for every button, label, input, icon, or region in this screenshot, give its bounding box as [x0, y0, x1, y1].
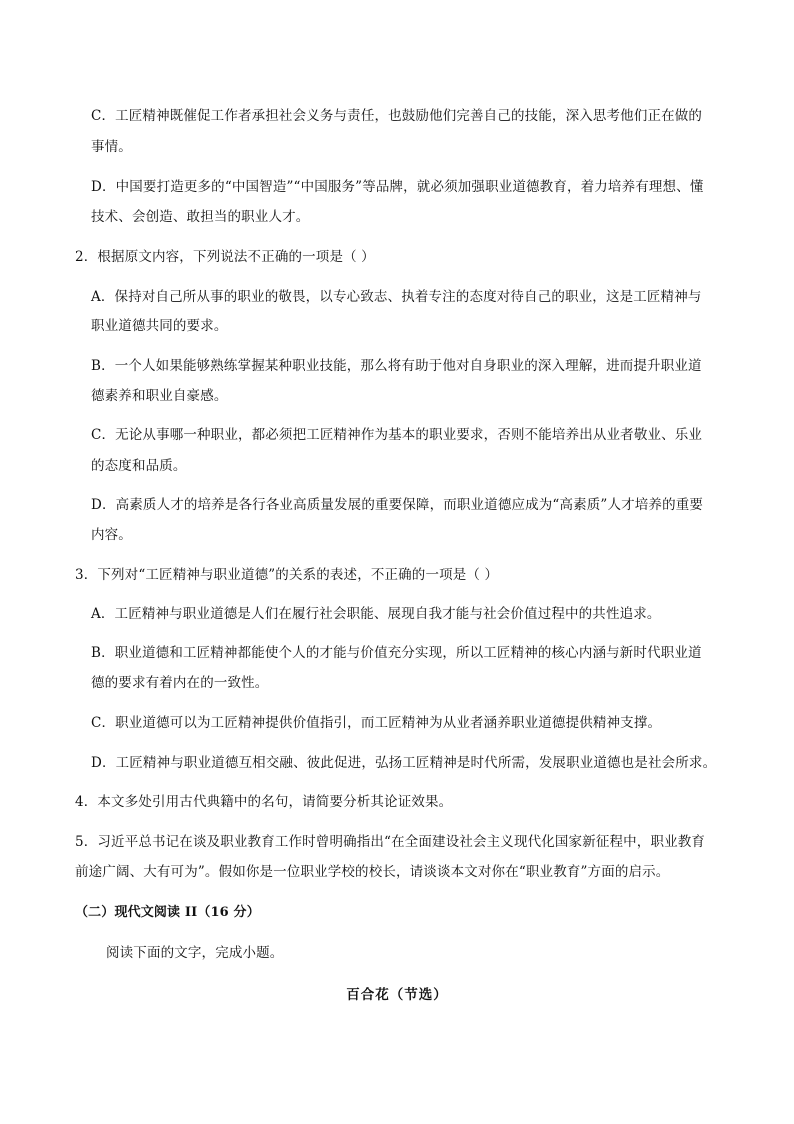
question-5-line1: 5．习近平总书记在谈及职业教育工作时曾明确指出“在全面建设社会主义现代化国家新征程中，职业教育: [75, 834, 706, 850]
question-4-stem: 4．本文多处引用古代典籍中的名句，请简要分析其论证效果。: [75, 794, 453, 810]
q2-option-d-line2: 内容。: [91, 527, 132, 543]
q2-option-d-line1: D．高素质人才的培养是各行各业高质量发展的重要保障，而职业道德应成为“高素质”人才培养的重要: [91, 497, 704, 513]
q1-option-d-line2: 技术、会创造、敢担当的职业人才。: [91, 209, 310, 225]
q2-option-c-line2: 的态度和品质。: [91, 458, 187, 474]
q1-option-c-line2: 事情。: [91, 139, 132, 155]
q3-option-a: A．工匠精神与职业道德是人们在履行社会职能、展现自我才能与社会价值过程中的共性追求。: [91, 606, 661, 622]
q3-option-b-line1: B．职业道德和工匠精神都能使个人的才能与价值充分实现，所以工匠精神的核心内涵与新时代职业道: [91, 645, 702, 661]
q3-option-c: C．职业道德可以为工匠精神提供价值指引，而工匠精神为从业者涵养职业道德提供精神支撑。: [91, 715, 662, 731]
q1-option-c-line1: C．工匠精神既催促工作者承担社会义务与责任，也鼓励他们完善自己的技能，深入思考他们正在做的: [91, 108, 703, 124]
section-heading: （二）现代文阅读 II（16 分）: [75, 905, 260, 920]
q2-option-a-line2: 职业道德共同的要求。: [91, 318, 228, 334]
q2-option-b-line2: 德素养和职业自豪感。: [91, 388, 228, 404]
question-5-line2: 前途广阔、大有可为”。假如你是一位职业学校的校长，请谈谈本文对你在“职业教育”方面的启示。: [75, 864, 670, 880]
question-3-stem: 3．下列对“工匠精神与职业道德”的关系的表述，不正确的一项是（ ）: [75, 567, 499, 583]
q1-option-d-line1: D．中国要打造更多的“中国智造”“中国服务”等品牌，就必须加强职业道德教育，着力培养有理想、懂: [91, 179, 704, 195]
q2-option-c-line1: C．无论从事哪一种职业，都必须把工匠精神作为基本的职业要求，否则不能培养出从业者敬业、乐业: [91, 427, 703, 443]
passage-title: 百合花（节选）: [346, 987, 448, 1003]
q3-option-d: D．工匠精神与职业道德互相交融、彼此促进，弘扬工匠精神是时代所需，发展职业道德也是社会所求。: [91, 755, 717, 771]
question-2-stem: 2．根据原文内容，下列说法不正确的一项是（ ）: [75, 249, 375, 265]
q2-option-b-line1: B．一个人如果能够熟练掌握某种职业技能，那么将有助于他对自身职业的深入理解，进而提升职业道: [91, 358, 702, 374]
q2-option-a-line1: A．保持对自己所从事的职业的敬畏，以专心致志、执着专注的态度对待自己的职业，这是工匠精神与: [91, 289, 702, 305]
reading-instruction: 阅读下面的文字，完成小题。: [106, 945, 284, 961]
q3-option-b-line2: 德的要求有着内在的一致性。: [91, 675, 269, 691]
